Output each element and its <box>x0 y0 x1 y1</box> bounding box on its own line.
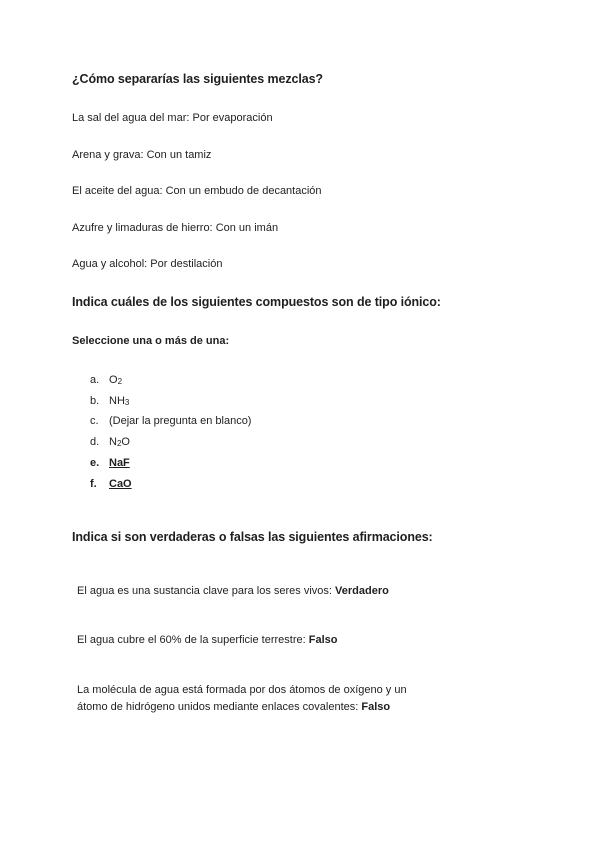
mixture-answer: Con un embudo de decantación <box>165 185 322 197</box>
statement-text: El agua es una sustancia clave para los seres vivos: <box>77 585 332 597</box>
option-text: $N_2O$ <box>109 436 130 448</box>
statement-answer: Falso <box>308 634 338 646</box>
mixture-label: La sal del agua del mar: <box>72 112 190 124</box>
option-letter: a. <box>90 374 100 386</box>
statement-text: La molécula de agua está formada por dos átomos de oxígeno y un átomo de hidrógeno unidos mediante enlaces covalentes: <box>77 684 407 713</box>
statement-answer: Verdadero <box>335 585 389 597</box>
mixture-item <box>72 185 322 197</box>
option-text: CaO <box>109 478 132 490</box>
option-text: $NH_3$ <box>109 395 130 407</box>
question-2-instruction: Seleccione una o más de una: <box>72 335 230 347</box>
mixture-label: Agua y alcohol: <box>72 258 148 270</box>
option-text: NaF <box>109 457 130 469</box>
option-letter: c. <box>90 415 99 427</box>
mixture-item <box>72 258 222 270</box>
mixture-answer: Con un tamiz <box>146 149 212 161</box>
option-letter: d. <box>90 436 100 448</box>
mixture-answer: Por evaporación <box>192 112 273 124</box>
mixture-label: Arena y grava: <box>72 149 144 161</box>
statement-item <box>77 682 437 716</box>
question-1-title: ¿Cómo separarías las siguientes mezclas? <box>72 72 323 86</box>
statement-item <box>77 634 337 646</box>
statement-text: El agua cubre el 60% de la superficie terrestre: <box>77 634 306 646</box>
mixture-answer: Con un imán <box>215 222 279 234</box>
mixture-item <box>72 149 211 161</box>
statement-item <box>77 585 389 597</box>
question-2-title: Indica cuáles de los siguientes compuestos son de tipo iónico: <box>72 295 441 309</box>
option-letter: b. <box>90 395 100 407</box>
question-3-title: Indica si son verdaderas o falsas las siguientes afirmaciones: <box>72 530 433 544</box>
option-letter: f. <box>90 478 97 490</box>
mixture-label: Azufre y limaduras de hierro: <box>72 222 213 234</box>
option-letter: e. <box>90 457 100 469</box>
mixture-item <box>72 222 278 234</box>
mixture-item <box>72 112 273 124</box>
mixture-label: El aceite del agua: <box>72 185 163 197</box>
mixture-answer: Por destilación <box>150 258 223 270</box>
option-text: $O_2$ <box>109 374 123 386</box>
option-text: (Dejar la pregunta en blanco) <box>109 415 252 427</box>
statement-answer: Falso <box>361 701 391 713</box>
